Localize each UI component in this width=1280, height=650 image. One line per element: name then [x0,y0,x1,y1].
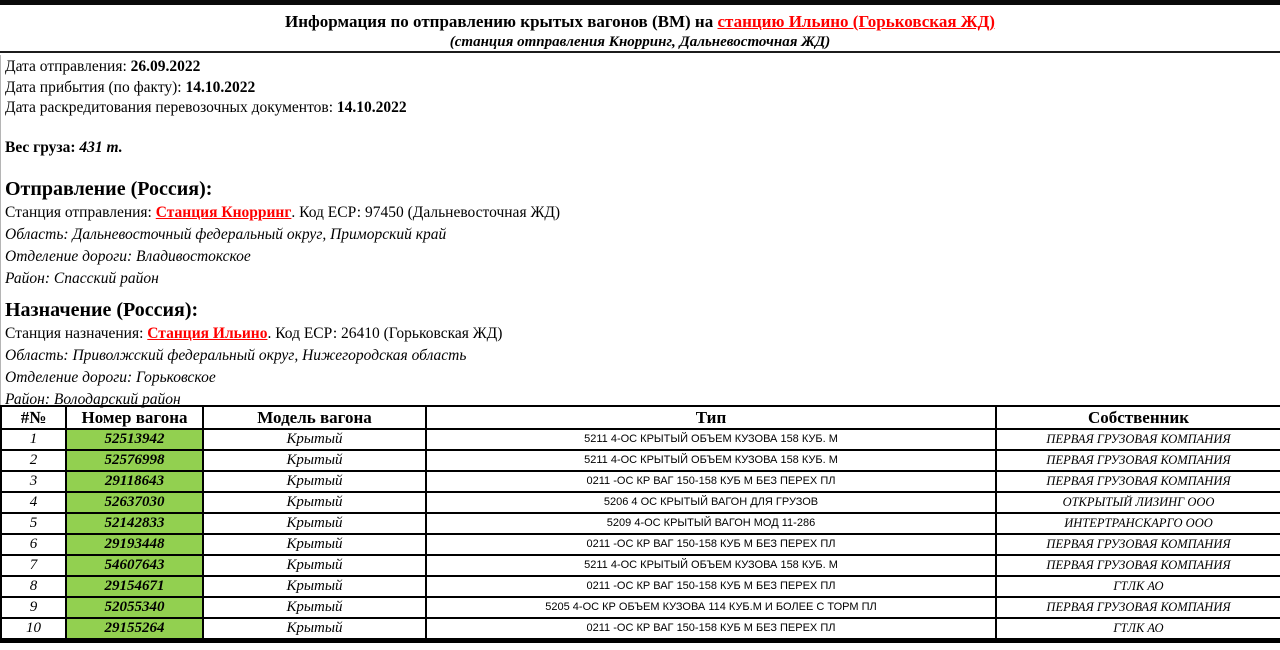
wagon-model-cell: Крытый [203,429,426,450]
wagon-number-cell: 29118643 [66,471,203,492]
header-wagon-model: Модель вагона [203,406,426,429]
wagon-number-cell: 29155264 [66,618,203,641]
wagon-table [0,405,1280,643]
departure-date-label: Дата отправления: [5,58,131,75]
departure-heading: Отправление (Россия): [5,178,213,200]
wagon-model-cell: Крытый [203,576,426,597]
document-header [0,5,1280,53]
wagon-type-cell: 0211 -ОС КР ВАГ 150-158 КУБ М БЕЗ ПЕРЕХ ПЛ [426,471,996,492]
row-number: 5 [1,513,66,534]
wagon-type-cell: 5209 4-ОС КРЫТЫЙ ВАГОН МОД 11-286 [426,513,996,534]
wagon-number-cell: 52513942 [66,429,203,450]
departure-region-line: Область: Дальневосточный федеральный округ, Приморский край [5,226,447,243]
wagon-model-cell: Крытый [203,492,426,513]
departure-station-code: . Код ЕСР: 97450 (Дальневосточная ЖД) [291,204,561,221]
table-row [1,492,1280,513]
wagon-owner-cell: ПЕРВАЯ ГРУЗОВАЯ КОМПАНИЯ [996,534,1280,555]
row-number: 3 [1,471,66,492]
destination-station-line [5,323,502,345]
wagon-model-cell: Крытый [203,471,426,492]
destination-station-link[interactable]: Станция Ильино [147,325,268,342]
cargo-weight-value: 431 т. [79,139,123,156]
destination-station-code: . Код ЕСР: 26410 (Горьковская ЖД) [267,325,503,342]
wagon-model-cell: Крытый [203,450,426,471]
header-wagon-owner: Собственник [996,406,1280,429]
wagon-type-cell: 0211 -ОС КР ВАГ 150-158 КУБ М БЕЗ ПЕРЕХ ПЛ [426,618,996,641]
table-row [1,576,1280,597]
departure-station-link[interactable]: Станция Кнорринг [155,204,292,221]
destination-station-label: Станция назначения: [5,325,148,342]
wagon-owner-cell: ПЕРВАЯ ГРУЗОВАЯ КОМПАНИЯ [996,555,1280,576]
cargo-weight-label: Вес груза: [5,139,80,156]
wagon-owner-cell: ГТЛК АО [996,576,1280,597]
wagon-type-cell: 5205 4-ОС КР ОБЪЕМ КУЗОВА 114 КУБ.М И БОЛЕЕ С ТОРМ ПЛ [426,597,996,618]
wagon-owner-cell: ПЕРВАЯ ГРУЗОВАЯ КОМПАНИЯ [996,450,1280,471]
wagon-owner-cell: ПЕРВАЯ ГРУЗОВАЯ КОМПАНИЯ [996,471,1280,492]
row-number: 6 [1,534,66,555]
arrival-date-label: Дата прибытия (по факту): [5,78,186,96]
page-title-text: Информация по отправлению крытых вагонов (ВМ) на [285,12,718,31]
wagon-model-cell: Крытый [203,597,426,618]
dates-block [5,57,407,119]
wagon-number-cell: 29193448 [66,534,203,555]
wagon-number-cell: 52142833 [66,513,203,534]
header-wagon-number: Номер вагона [66,406,203,429]
page-subtitle: (станция отправления Кнорринг, Дальневосточная ЖД) [449,34,831,50]
page-title [0,11,1280,33]
row-number: 2 [1,450,66,471]
wagon-model-cell: Крытый [203,513,426,534]
departure-station-label: Станция отправления: [5,204,156,221]
table-row [1,513,1280,534]
departure-section [5,176,560,290]
wagon-type-cell: 5206 4 ОС КРЫТЫЙ ВАГОН ДЛЯ ГРУЗОВ [426,492,996,513]
wagon-owner-cell: ПЕРВАЯ ГРУЗОВАЯ КОМПАНИЯ [996,597,1280,618]
table-row [1,555,1280,576]
row-number: 1 [1,429,66,450]
header-wagon-type: Тип [426,406,996,429]
wagon-owner-cell: ИНТЕРТРАНСКАРГО ООО [996,513,1280,534]
wagon-type-cell: 0211 -ОС КР ВАГ 150-158 КУБ М БЕЗ ПЕРЕХ ПЛ [426,576,996,597]
wagon-type-cell: 0211 -ОС КР ВАГ 150-158 КУБ М БЕЗ ПЕРЕХ ПЛ [426,534,996,555]
departure-division-line: Отделение дороги: Владивостокское [5,248,251,265]
release-date-value: 14.10.2022 [336,99,407,116]
release-date-line [5,98,407,119]
header-row-number: #№ [1,406,66,429]
table-row [1,429,1280,450]
wagon-type-cell: 5211 4-ОС КРЫТЫЙ ОБЪЕМ КУЗОВА 158 КУБ. М [426,450,996,471]
arrival-date-value: 14.10.2022 [185,78,256,96]
table-row [1,471,1280,492]
wagon-owner-cell: ПЕРВАЯ ГРУЗОВАЯ КОМПАНИЯ [996,429,1280,450]
departure-date-value: 26.09.2022 [130,58,201,75]
table-row [1,597,1280,618]
destination-section [5,297,502,411]
row-number: 8 [1,576,66,597]
wagon-number-cell: 52576998 [66,450,203,471]
wagon-table-wrap [0,405,1280,643]
wagon-owner-cell: ГТЛК АО [996,618,1280,641]
destination-station-title-link[interactable]: станцию Ильино (Горьковская ЖД) [717,12,995,31]
arrival-date-line [5,78,407,99]
page-left-edge [0,55,1,405]
table-header-row [1,406,1280,429]
row-number: 9 [1,597,66,618]
departure-date-line [5,57,407,78]
wagon-number-cell: 52637030 [66,492,203,513]
wagon-type-cell: 5211 4-ОС КРЫТЫЙ ОБЪЕМ КУЗОВА 158 КУБ. М [426,555,996,576]
wagon-table-body [1,429,1280,641]
wagon-model-cell: Крытый [203,555,426,576]
release-date-label: Дата раскредитования перевозочных документов: [5,99,337,116]
wagon-model-cell: Крытый [203,618,426,641]
wagon-number-cell: 54607643 [66,555,203,576]
table-row [1,618,1280,641]
wagon-model-cell: Крытый [203,534,426,555]
wagon-number-cell: 29154671 [66,576,203,597]
cargo-weight-line [5,138,123,159]
table-row [1,534,1280,555]
destination-region-line: Область: Приволжский федеральный округ, Нижегородская область [5,347,467,364]
wagon-number-cell: 52055340 [66,597,203,618]
destination-heading: Назначение (Россия): [5,299,199,321]
destination-division-line: Отделение дороги: Горьковское [5,369,216,386]
row-number: 10 [1,618,66,641]
table-row [1,450,1280,471]
destination-district-line: Район: Володарский район [5,391,181,408]
departure-district-line: Район: Спасский район [5,270,159,287]
wagon-owner-cell: ОТКРЫТЫЙ ЛИЗИНГ ООО [996,492,1280,513]
departure-station-line [5,202,560,224]
row-number: 4 [1,492,66,513]
row-number: 7 [1,555,66,576]
wagon-type-cell: 5211 4-ОС КРЫТЫЙ ОБЪЕМ КУЗОВА 158 КУБ. М [426,429,996,450]
